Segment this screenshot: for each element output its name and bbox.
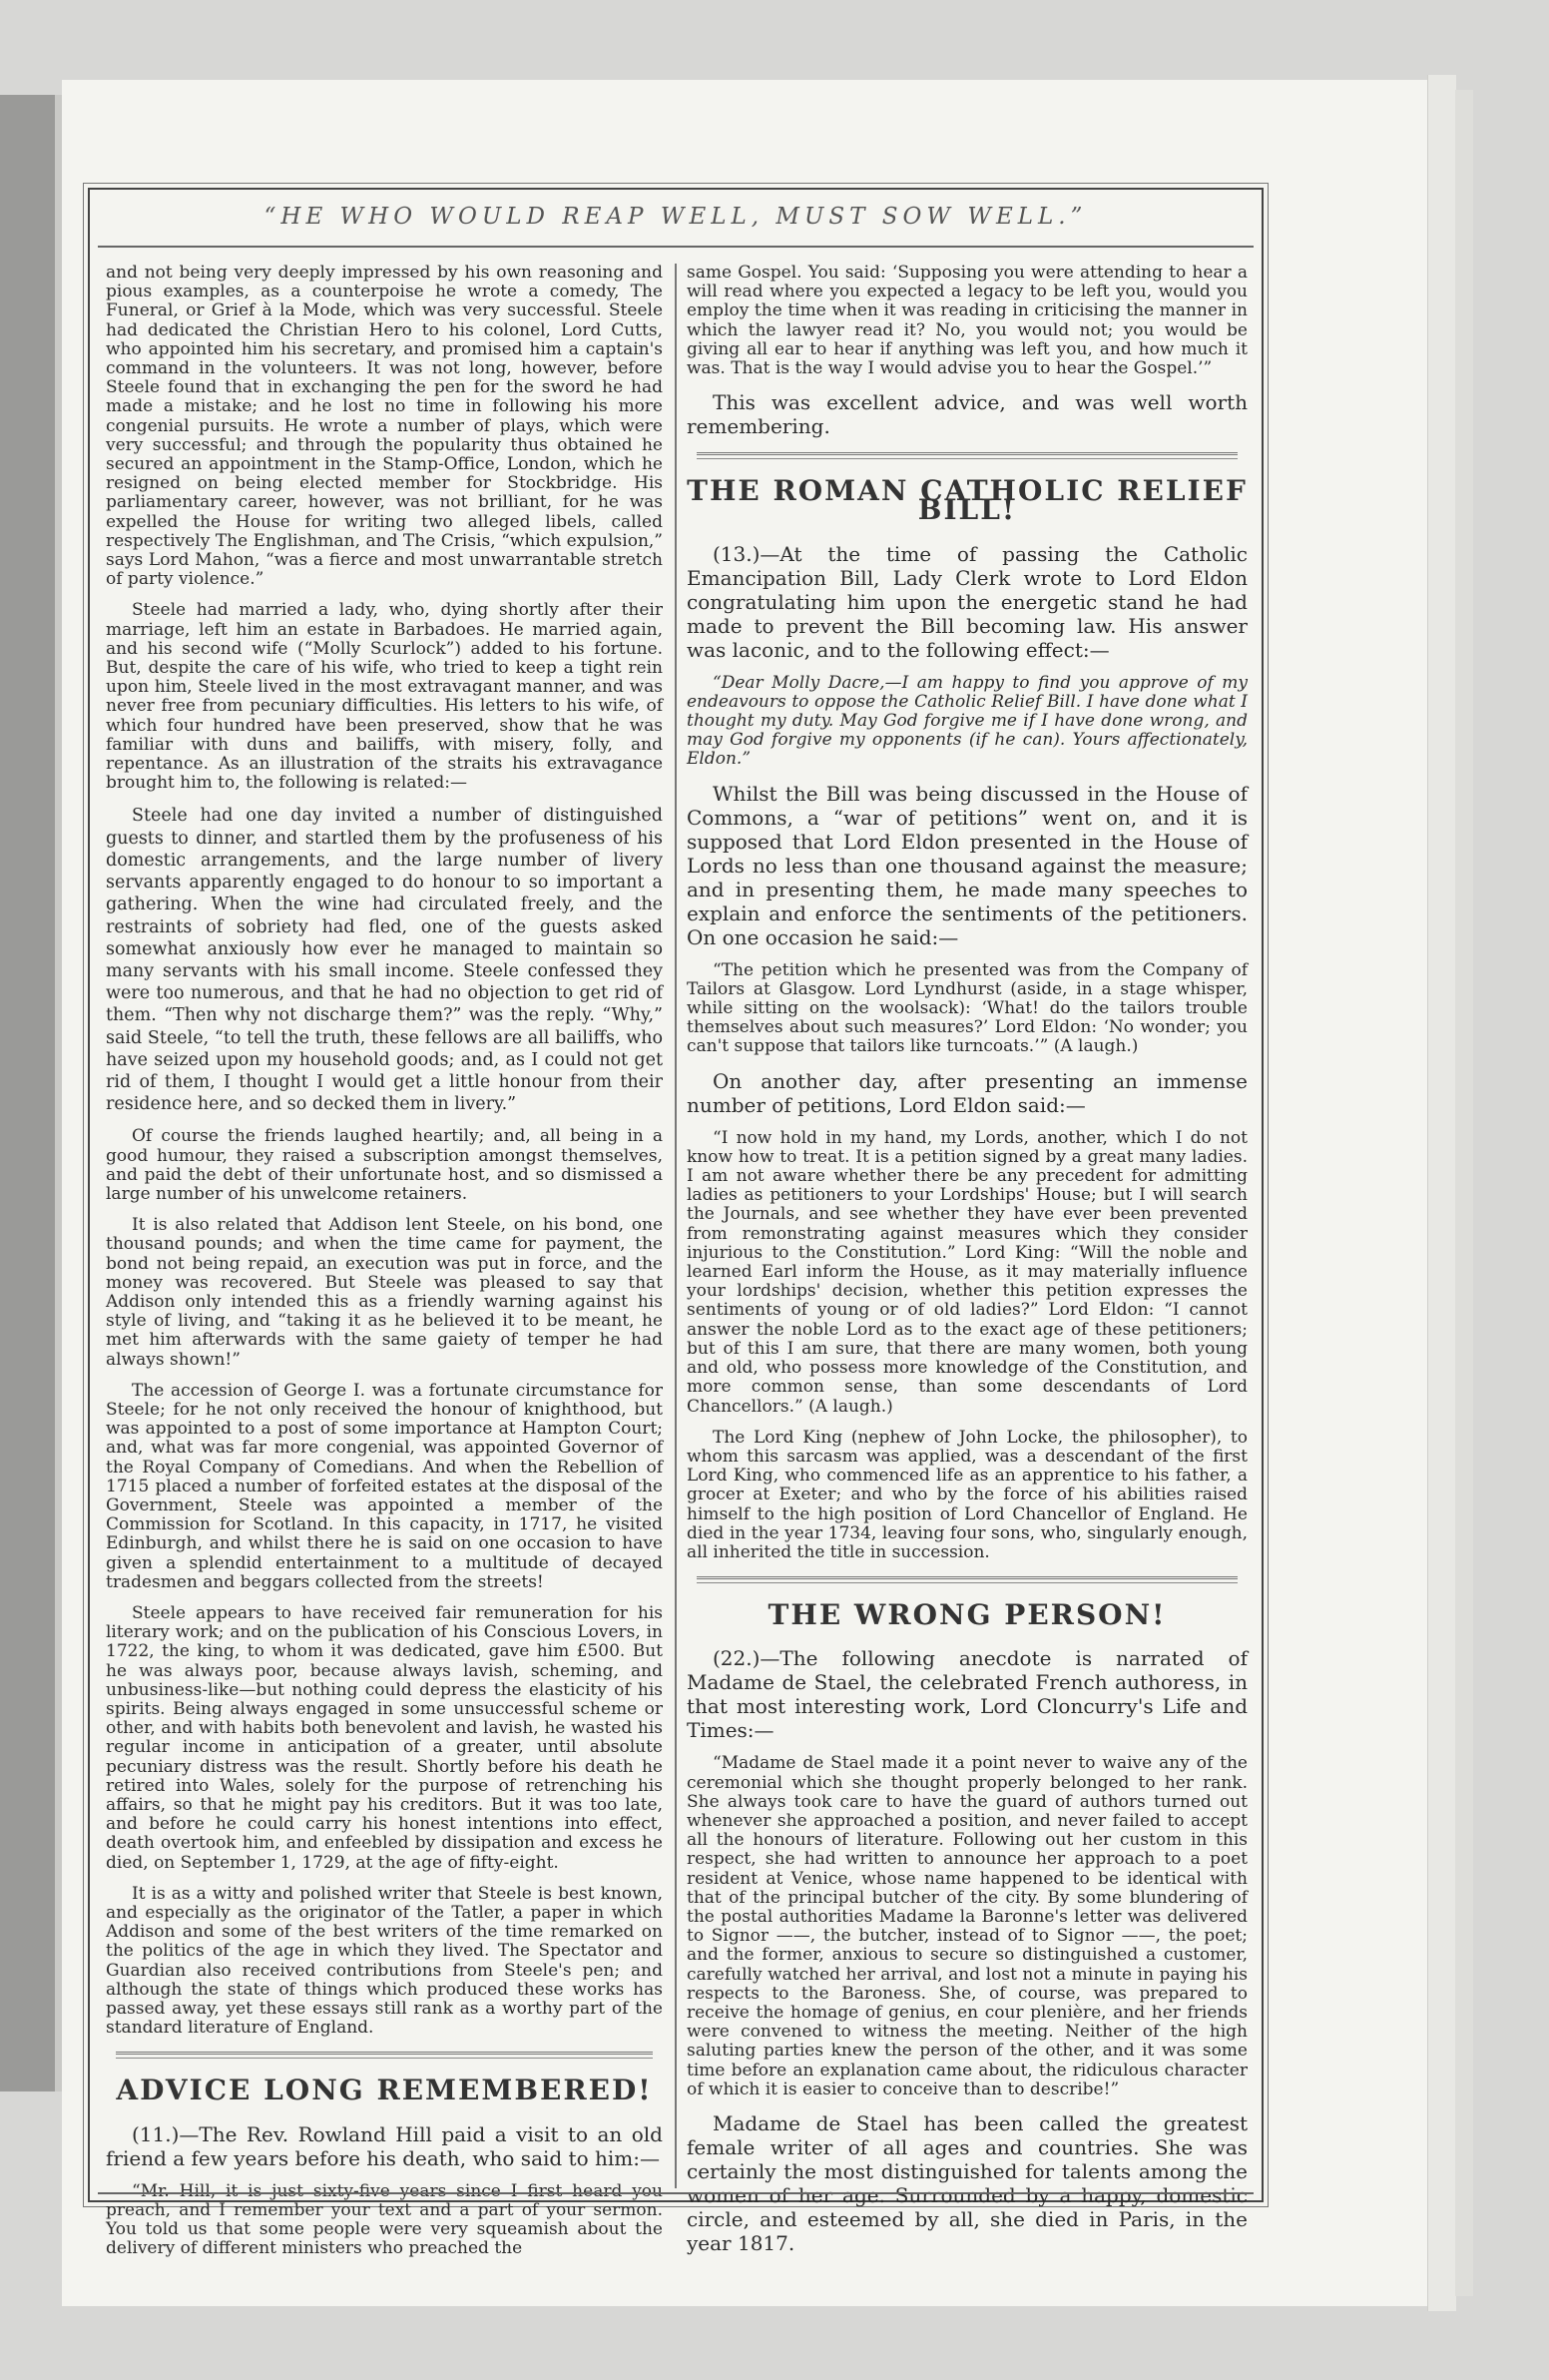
section-title-relief-bill: THE ROMAN CATHOLIC RELIEF BILL! [687, 474, 1248, 527]
paragraph: The Lord King (nephew of John Locke, the philosopher), to whom this sarcasm was applied, was a descendant of the first Lord King, who commenced life as an apprentice to his father, a grocer at Exeter; and who by the force of his abilities raised himself to the high position of Lord Chancellor of England. He died in the year 1734, leaving four sons, who, singularly enough, all inherited the title in succession. [687, 1427, 1248, 1562]
page-frame [88, 188, 1264, 2259]
bottom-rule [98, 2192, 1254, 2194]
paragraph: and not being very deeply impressed by his own reasoning and pious examples, as a counterpoise he wrote a comedy, The Funeral, or Grief à la Mode, which was very successful. Steele had dedicated the Christian Hero to his colonel, Lord Cutts, who appointed him his secretary, and promised him a captain's command in the volunteers. It was not long, however, before Steele found that in exchanging the pen for the sword he had made a mistake; and he lost no time in following his more congenial pursuits. He wrote a number of plays, which were very successful; and through the popularity thus obtained he secured an appointment in the Stamp-Office, London, which he resigned on being elected member for Stockbridge. His parliamentary career, however, was not brilliant, for he was expelled the House for writing two alleged libels, called respectively The Englishman, and The Crisis, “which expulsion,” says Lord Mahon, “was a fierce and most unwarrantable stretch of party violence.” [106, 263, 663, 590]
section-title-advice: ADVICE LONG REMEMBERED! [116, 2074, 653, 2107]
paragraph: The accession of George I. was a fortunate circumstance for Steele; for he not only received the honour of knighthood, but was appointed to a post of some importance at Hampton Court; and, what was far more congenial, was appointed Governor of the Royal Company of Comedians. And when the Rebellion of 1715 placed a number of forfeited estates at the disposal of the Government, Steele was appointed a member of the Commission for Scotland. In this capacity, in 1717, he visited Edinburgh, and whilst there he is said on one occasion to have given a splendid entertainment to a multitude of decayed tradesmen and beggars collected from the streets! [106, 1380, 663, 1592]
quoted-letter: “Dear Molly Dacre,—I am happy to find you approve of my endeavours to oppose the Catholic Relief Bill. I have done what I thought my duty. May God forgive me if I have done wrong, and may God forgive my opponents (if he can). Yours affectionately, Eldon.” [687, 672, 1248, 770]
paragraph: same Gospel. You said: ‘Supposing you were attending to hear a will read where you expected a legacy to be left you, would you employ the time when it was reading in criticising the manner in which the lawyer read it? No, you would not; you would be giving all ear to hear if anything was left you, and how much it was. That is the way I would advise you to hear the Gospel.’” [687, 263, 1248, 379]
page-stack-edge-outer [1455, 90, 1473, 2296]
paragraph: On another day, after presenting an immense number of petitions, Lord Eldon said:— [687, 1068, 1248, 1117]
paragraph: (13.)—At the time of passing the Catholic Emancipation Bill, Lady Clerk wrote to Lord Eldon congratulating him upon the energetic stand he had made to prevent the Bill becoming law. His answer was laconic, and to the following effect:— [687, 541, 1248, 662]
paragraph: Steele had married a lady, who, dying shortly after their marriage, left him an estate in Barbadoes. He married again, and his second wife (“Molly Scurlock”) added to his fortune. But, despite the care of his wife, who tried to keep a tight rein upon him, Steele lived in the most extravagant manner, and was never free from pecuniary difficulties. His letters to his wife, of which four hundred have been preserved, show that he was familiar with duns and bailiffs, with misery, folly, and repentance. As an illustration of the straits his extravagance brought him to, the following is related:— [106, 600, 663, 794]
paragraph: “Madame de Stael made it a point never to waive any of the ceremonial which she thought properly belonged to her rank. She always took care to have the guard of authors turned out whenever she approached a position, and never failed to accept all the honours of literature. Following out her custom in this respect, she had written to announce her approach to a poet resident at Venice, whose name happened to be identical with that of the principal butcher of the city. By some blundering of the postal authorities Madame la Baronne's letter was delivered to Signor ——, the butcher, instead of to Signor ——, the poet; and the former, anxious to secure so distinguished a customer, carefully watched her arrival, and lost not a minute in paying his respects to the Baroness. She, of course, was prepared to receive the homage of genius, en cour plenière, and her friends were convened to witness the meeting. Neither of the high saluting parties knew the person of the other, and it was some time before an explanation came about, the ridiculous character of which it is easier to conceive than to describe!” [687, 1753, 1248, 2099]
paragraph: Whilst the Bill was being discussed in the House of Commons, a “war of petitions” went on, and it is supposed that Lord Eldon presented in the House of Lords no less than one thousand against the measure; and in presenting them, he made many speeches to explain and enforce the sentiments of the petitioners. On one occasion he said:— [687, 781, 1248, 949]
paragraph: “Mr. Hill, it is just sixty-five years since I first heard you preach, and I remember your text and a part of your sermon. You told us that some people were very squeamish about the delivery of different ministers who preached the [106, 2180, 663, 2259]
header-rule [98, 246, 1254, 248]
paragraph: “The petition which he presented was from the Company of Tailors at Glasgow. Lord Lyndhurst (aside, in a stage whisper, while sitting on the woolsack): ‘What! do the tailors trouble themselves about such measures?’ Lord Eldon: ‘No wonder; you can't suppose that tailors like turncoats.’” (A laugh.) [687, 959, 1248, 1057]
page-stack-edge [1427, 75, 1456, 2311]
running-header: “HE WHO WOULD REAP WELL, MUST SOW WELL.” [263, 204, 1088, 230]
paragraph: This was excellent advice, and was well worth remembering. [687, 390, 1248, 439]
paragraph: Of course the friends laughed heartily; and, all being in a good humour, they raised a subscription amongst themselves, and paid the debt of their unfortunate host, and so dismissed a large number of his unwelcome retainers. [106, 1126, 663, 1204]
paragraph: Madame de Stael has been called the greatest female writer of all ages and countries. She was certainly the most distinguished for talents among the women of her age. Surrounded by a happy, domestic circle, and esteemed by all, she died in Paris, in the year 1817. [687, 2110, 1248, 2255]
section-rule [116, 2052, 653, 2059]
paragraph: It is also related that Addison lent Steele, on his bond, one thousand pounds; and when the time came for payment, the bond not being repaid, an execution was put in force, and the money was recovered. But Steele was pleased to say that Addison only intended this as a friendly warning against his style of living, and “taking it as he believed it to be meant, he met him afterwards with the same gaiety of temper he had always shown!” [106, 1215, 663, 1370]
right-column [687, 264, 1248, 2267]
paragraph: “I now hold in my hand, my Lords, another, which I do not know how to treat. It is a petition signed by a great many ladies. I am not aware whether there be any precedent for admitting ladies as petitioners to your Lordships' House; but I will search the Journals, and see whether they have ever been prevented from remonstrating against measures which they consider injurious to the Constitution.” Lord King: “Will the noble and learned Earl inform the House, as it may materially influence your lordships' decision, whether this petition expresses the sentiments of young or of old ladies?” Lord Eldon: “I cannot answer the noble Lord as to the exact age of these petitioners; but of this I am sure, that there are many women, both young and old, who possess more knowledge of the Constitution, and more common sense, than some descendants of Lord Chancellors.” (A laugh.) [687, 1127, 1248, 1417]
paragraph: It is as a witty and polished writer that Steele is best known, and especially as the originator of the Tatler, a paper in which Addison and some of the best writers of the time remarked on the politics of the age in which they lived. The Spectator and Guardian also received contributions from Steele's pen; and although the state of things which produced these works has passed away, yet these essays still rank as a worthy part of the standard literature of England. [106, 1883, 663, 2039]
section-title-wrong-person: THE WRONG PERSON! [768, 1598, 1167, 1632]
column-divider [675, 264, 677, 2188]
section-rule [697, 1576, 1238, 1583]
section-rule [697, 452, 1238, 459]
paragraph: Steele had one day invited a number of distinguished guests to dinner, and startled them by the profuseness of his domestic arrangements, and the large number of livery servants apparently engaged to do honour to so important a gathering. When the wine had circulated freely, and the restraints of sobriety had fled, one of the guests asked somewhat anxiously how ever he managed to maintain so many servants with his small income. Steele confessed they were too numerous, and that he had no objection to get rid of them. “Then why not discharge them?” was the reply. “Why,” said Steele, “to tell the truth, these fellows are all bailiffs, who have seized upon my household goods; and, as I could not get rid of them, I thought I would get a little honour from their residence here, and so decked them in livery.” [106, 806, 663, 1115]
left-column [106, 264, 663, 2270]
paragraph: (11.)—The Rev. Rowland Hill paid a visit to an old friend a few years before his death, who said to him:— [106, 2121, 663, 2170]
paragraph: Steele appears to have received fair remuneration for his literary work; and on the publication of his Conscious Lovers, in 1722, the king, to whom it was dedicated, gave him £500. But he was always poor, because always lavish, scheming, and unbusiness-like—but nothing could depress the elasticity of his spirits. Being always engaged in some unsuccessful scheme or other, and with habits both benevolent and lavish, he wasted his regular income in anticipation of a greater, until absolute pecuniary distress was the result. Shortly before his death he retired into Wales, solely for the purpose of retrenching his affairs, so that he might pay his creditors. But it was too late, and before he could carry his honest intentions into effect, death overtook him, and enfeebled by dissipation and excess he died, on September 1, 1729, at the age of fifty-eight. [106, 1603, 663, 1873]
paragraph: (22.)—The following anecdote is narrated of Madame de Stael, the celebrated French authoress, in that most interesting work, Lord Cloncurry's Life and Times:— [687, 1646, 1248, 1743]
